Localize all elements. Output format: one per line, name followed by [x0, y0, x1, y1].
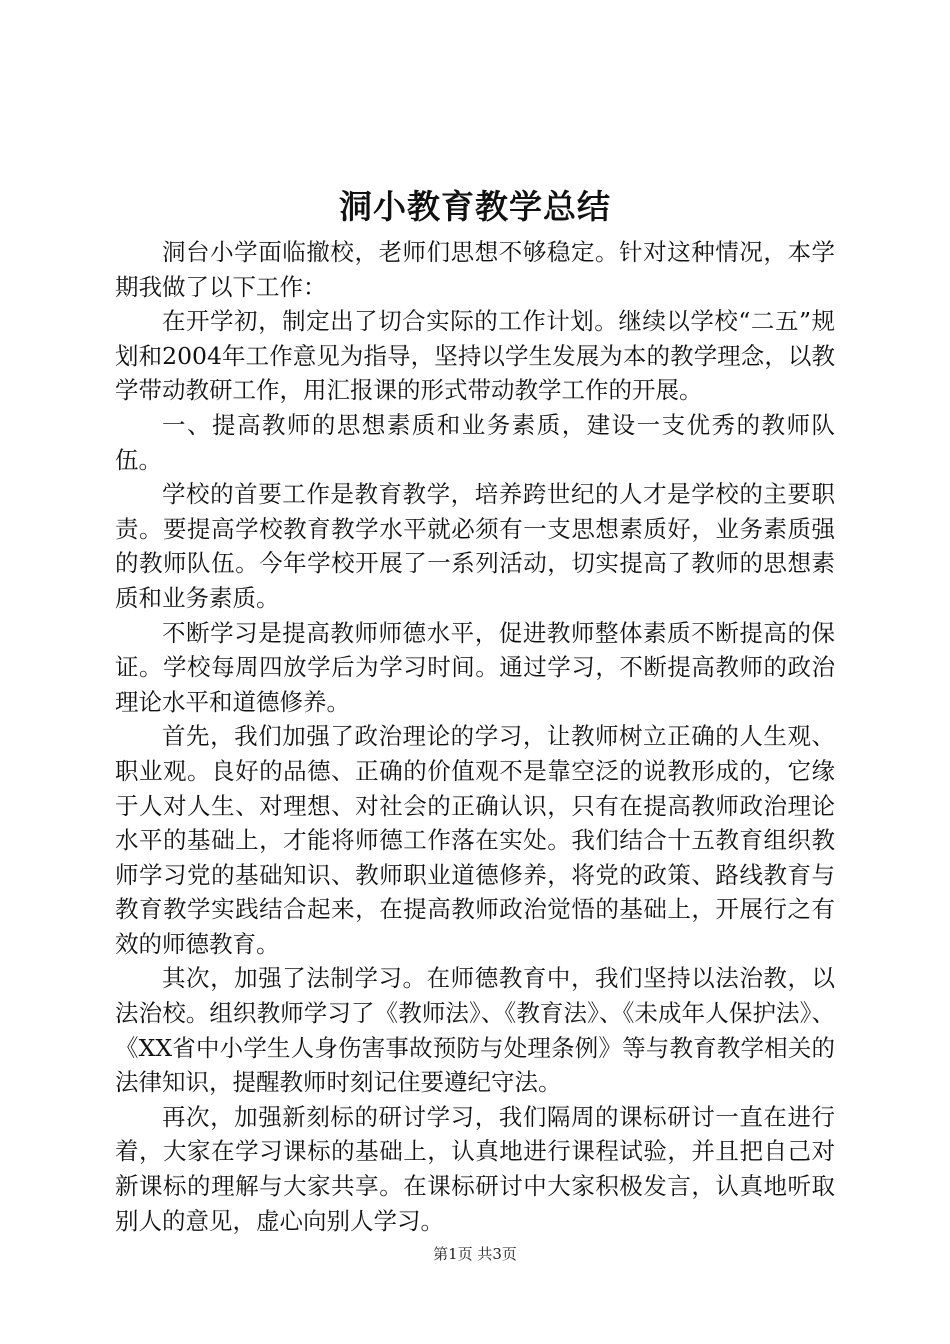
paragraph: 学校的首要工作是教育教学，培养跨世纪的人才是学校的主要职责。要提高学校教育教学水平就必须有一支思想素质好，业务素质强的教师队伍。今年学校开展了一系列活动，切实提高了教师的思想素质和业务素质。	[115, 480, 835, 612]
paragraph: 其次，加强了法制学习。在师德教育中，我们坚持以法治教，以法治校。组织教师学习了《教师法》、《教育法》、《未成年人保护法》、《XX省中小学生人身伤害事故预防与处理条例》等与教育教学相关的法律知识，提醒教师时刻记住要遵纪守法。	[115, 964, 835, 1097]
paragraph: 洞台小学面临撤校，老师们思想不够稳定。针对这种情况，本学期我做了以下工作：	[115, 238, 835, 301]
paragraph: 首先，我们加强了政治理论的学习，让教师树立正确的人生观、职业观。良好的品德、正确的价值观不是靠空泛的说教形成的，它缘于人对人生、对理想、对社会的正确认识，只有在提高教师政治理论水平的基础上，才能将师德工作落在实处。我们结合十五教育组织教师学习党的基础知识、教师职业道德修养，将党的政策、路线教育与教育教学实践结合起来，在提高教师政治觉悟的基础上，开展行之有效的师德教育。	[115, 722, 835, 958]
paragraph: 在开学初，制定出了切合实际的工作计划。继续以学校“二五”规划和2004年工作意见为指导，坚持以学生发展为本的教学理念，以教学带动教研工作，用汇报课的形式带动教学工作的开展。	[115, 307, 835, 405]
paragraph: 再次，加强新刻标的研讨学习，我们隔周的课标研讨一直在进行着，大家在学习课标的基础上，认真地进行课程试验，并且把自己对新课标的理解与大家共享。在课标研讨中大家积极发言，认真地听取别人的意见，虚心向别人学习。	[115, 1102, 835, 1235]
paragraph: 不断学习是提高教师师德水平，促进教师整体素质不断提高的保证。学校每周四放学后为学习时间。通过学习，不断提高教师的政治理论水平和道德修养。	[115, 618, 835, 716]
document-title: 洞小教育教学总结	[339, 187, 611, 226]
document-body	[115, 235, 835, 1238]
page-footer: 第1页 共3页	[433, 1245, 517, 1263]
section-heading: 一、提高教师的思想素质和业务素质，建设一支优秀的教师队伍。	[115, 410, 835, 474]
